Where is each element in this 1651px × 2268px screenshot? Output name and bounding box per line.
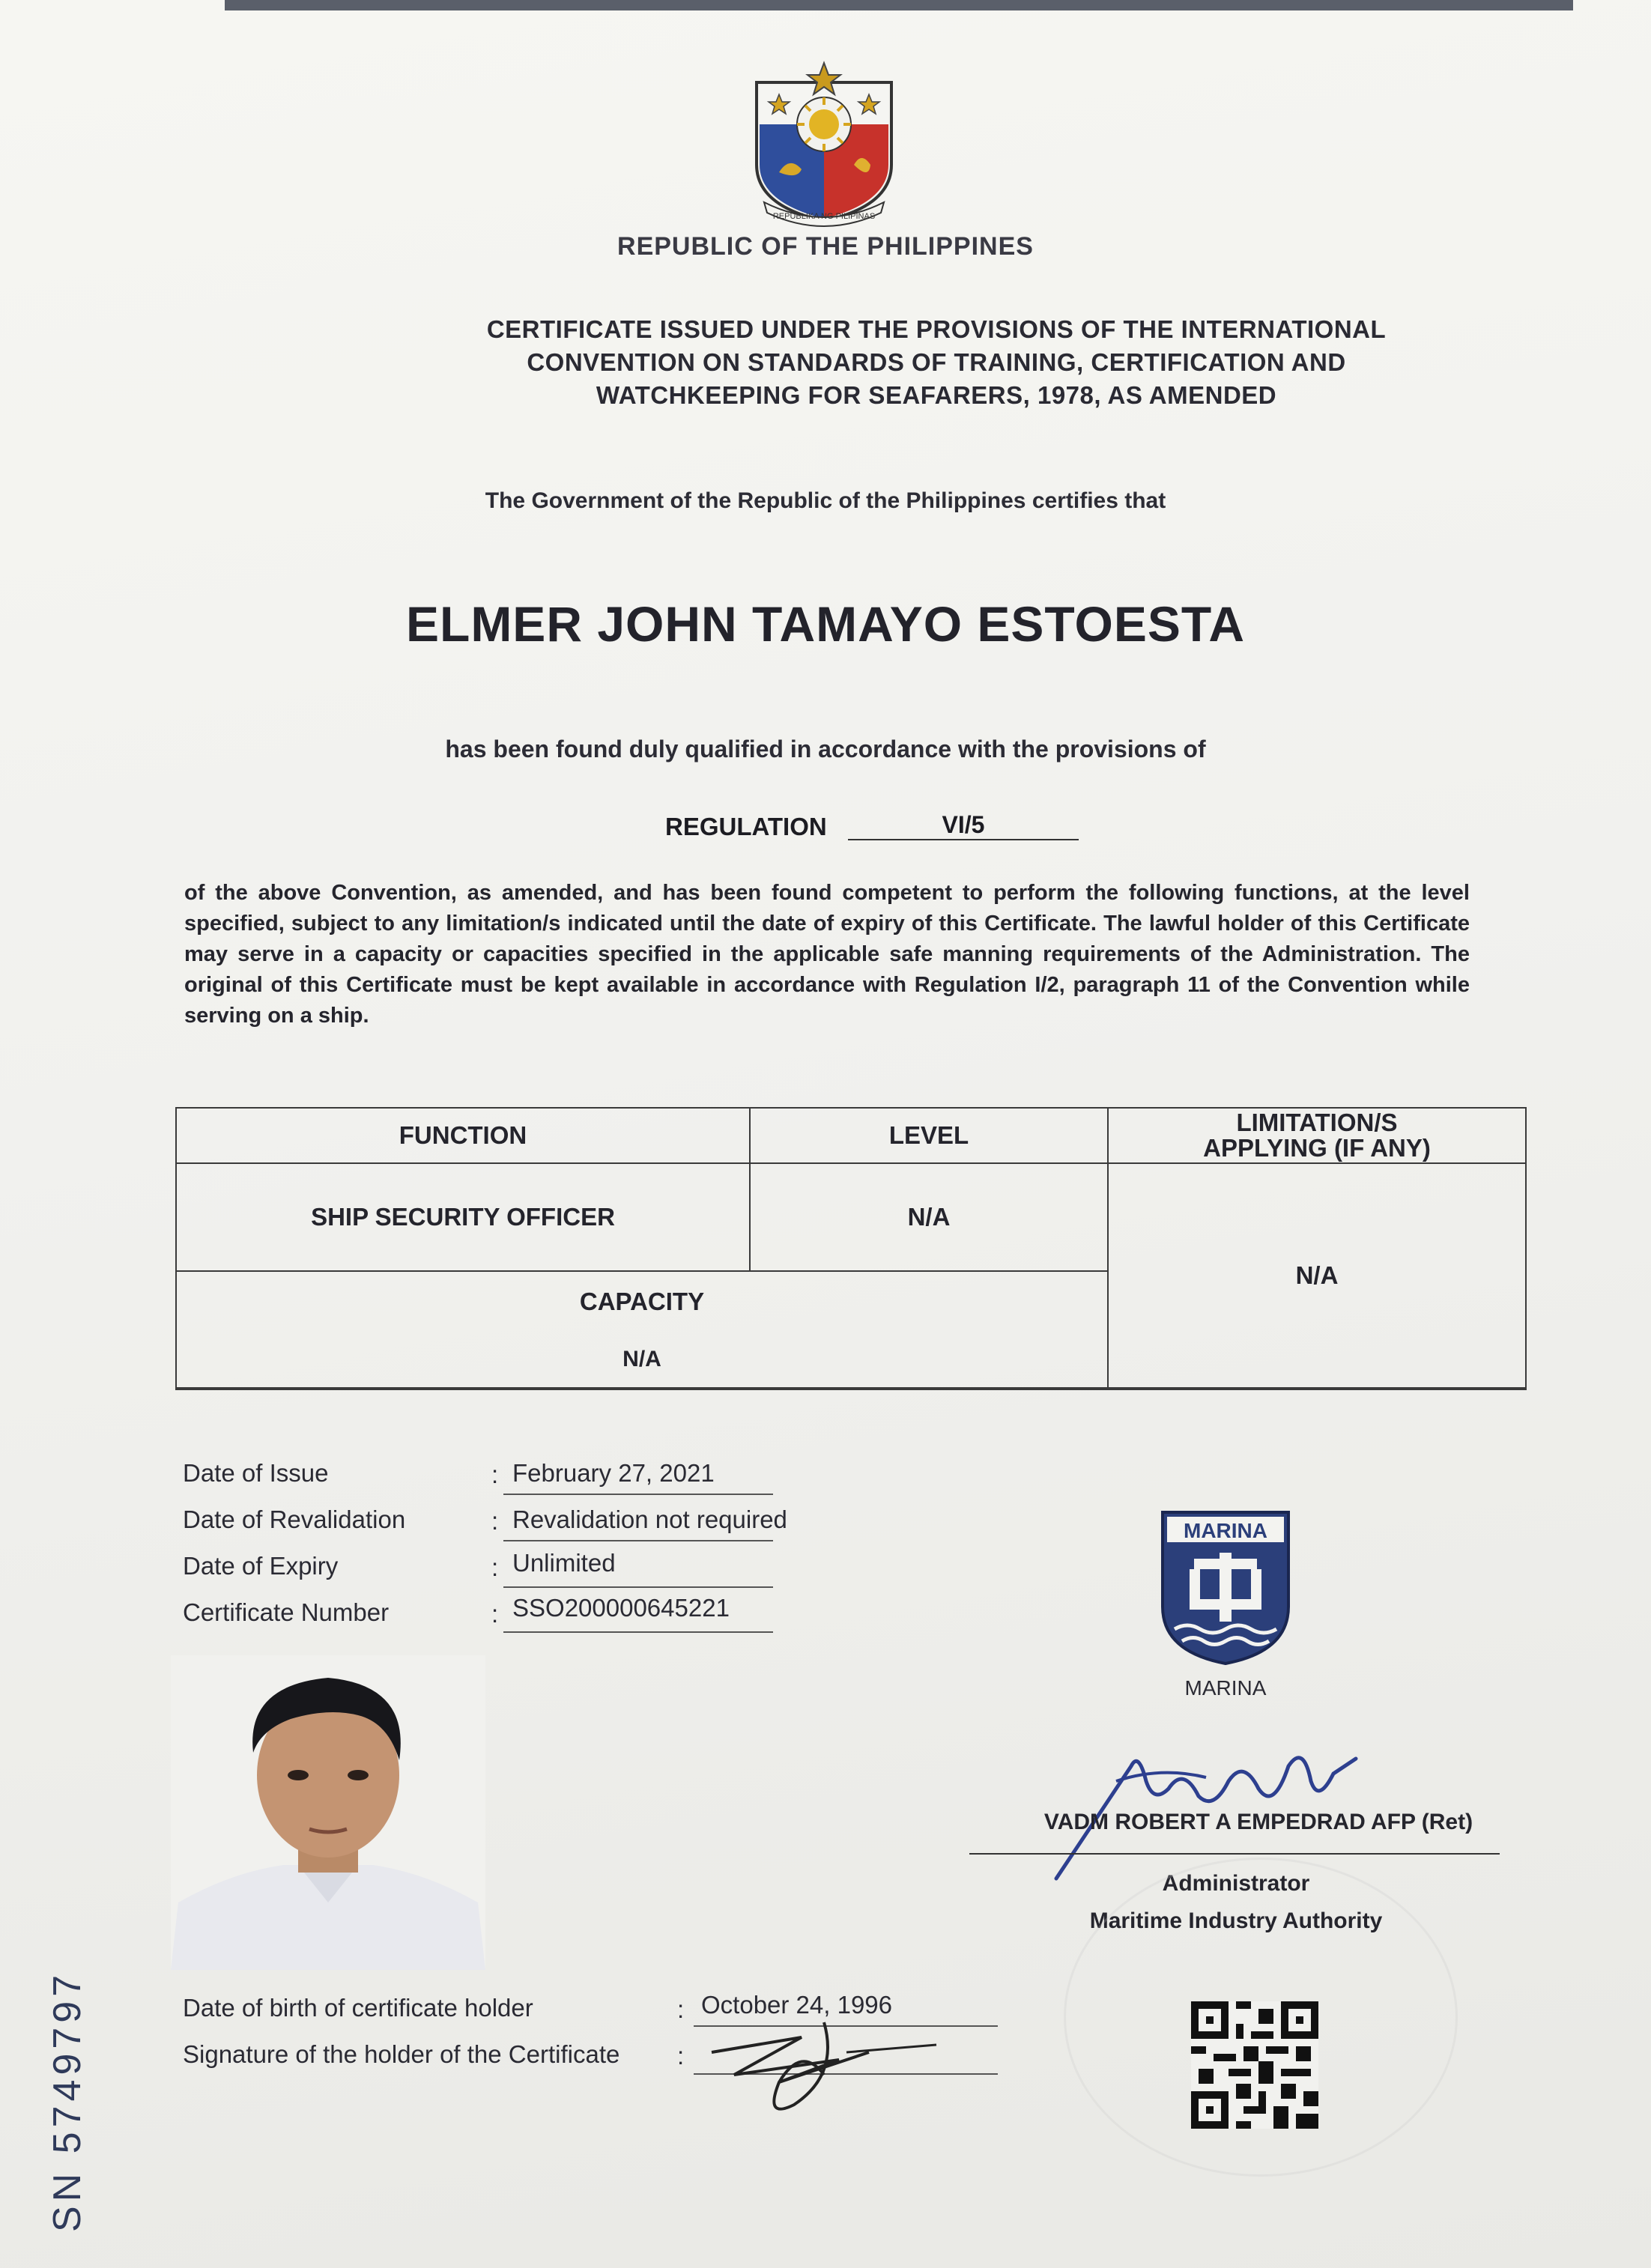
issue-date-underline — [503, 1494, 773, 1495]
function-value: SHIP SECURITY OFFICER — [175, 1162, 751, 1272]
capacity-header: CAPACITY — [579, 1287, 705, 1315]
expiry-colon: : — [491, 1553, 499, 1581]
certificate-title — [300, 313, 1573, 412]
expiry-date-value: Unlimited — [512, 1549, 616, 1577]
qr-code-icon — [1191, 2001, 1318, 2129]
signatory-title: Administrator — [1162, 1871, 1310, 1896]
function-header: FUNCTION — [175, 1107, 751, 1164]
certificate-number-colon: : — [491, 1600, 499, 1628]
government-certifies: The Government of the Republic of the Philippines certifies that — [485, 488, 1166, 513]
signatory-office: Maritime Industry Authority — [1089, 1908, 1383, 1933]
revalidation-date-label: Date of Revalidation — [183, 1506, 406, 1533]
dob-label: Date of birth of certificate holder — [183, 1994, 533, 2022]
holder-name: ELMER JOHN TAMAYO ESTOESTA — [405, 596, 1246, 652]
level-header: LEVEL — [749, 1107, 1109, 1164]
dob-value: October 24, 1996 — [701, 1991, 893, 2019]
republic-heading: REPUBLIC OF THE PHILIPPINES — [617, 232, 1034, 261]
certificate-title-line: CONVENTION ON STANDARDS OF TRAINING, CERTIFICATION AND — [527, 348, 1346, 376]
revalidation-date-underline — [503, 1540, 773, 1541]
signatory-line — [969, 1853, 1500, 1855]
competence-paragraph: of the above Convention, as amended, and has been found competent to perform the following functions, at the level specified, subject to any limitation/s indicated until the date of expiry of this Certificate. The lawful holder of this Certificate may serve in a capacity or capacities specified in the applicable safe manning requirements of the Administration. The original of this Certificate must be kept available in accordance with Regulation I/2, paragraph 11 of the Convention while serving on a ship. — [184, 881, 1470, 1028]
certificate-title-line: WATCHKEEPING FOR SEAFARERS, 1978, AS AMENDED — [596, 381, 1277, 409]
issue-date-value: February 27, 2021 — [512, 1459, 715, 1487]
issue-date-label: Date of Issue — [183, 1459, 329, 1487]
certificate-number-value: SSO200000645221 — [512, 1594, 730, 1622]
certificate-title-line: CERTIFICATE ISSUED UNDER THE PROVISIONS OF THE INTERNATIONAL — [486, 315, 1387, 343]
limitations-header-line: APPLYING (IF ANY) — [1203, 1134, 1431, 1162]
holder-photo — [171, 1655, 485, 1970]
marina-caption: MARINA — [1184, 1676, 1267, 1700]
dob-colon: : — [677, 1995, 685, 2023]
signatory-name: VADM ROBERT A EMPEDRAD AFP (Ret) — [1043, 1810, 1473, 1834]
marina-logo-icon — [1160, 1509, 1291, 1667]
qualified-statement: has been found duly qualified in accordance with the provisions of — [445, 736, 1206, 762]
functions-table — [175, 1107, 1527, 1390]
level-value: N/A — [749, 1162, 1109, 1272]
limitations-value: N/A — [1107, 1162, 1527, 1389]
certificate-number-underline — [503, 1631, 773, 1633]
svg-text:REPUBLIKA NG PILIPINAS: REPUBLIKA NG PILIPINAS — [772, 212, 876, 221]
expiry-date-underline — [503, 1586, 773, 1588]
capacity-value: N/A — [622, 1346, 661, 1371]
limitations-header — [1107, 1107, 1527, 1164]
serial-number: SN 5749797 — [46, 1970, 89, 2232]
holder-signature-colon: : — [677, 2042, 685, 2070]
capacity-cell — [175, 1270, 1109, 1389]
holder-signature-icon — [689, 1992, 974, 2127]
philippine-coat-of-arms-icon — [742, 52, 906, 232]
top-edge-shadow — [225, 0, 1573, 10]
revalidation-date-value: Revalidation not required — [512, 1506, 787, 1533]
expiry-date-label: Date of Expiry — [183, 1552, 339, 1580]
regulation-label: REGULATION — [665, 813, 827, 840]
limitations-header-line: LIMITATION/S — [1236, 1109, 1398, 1136]
regulation-underline — [848, 839, 1079, 840]
certificate-number-label: Certificate Number — [183, 1598, 390, 1626]
marina-logo-text: MARINA — [1184, 1519, 1267, 1542]
regulation-value: VI/5 — [942, 811, 985, 838]
revalidation-colon: : — [491, 1507, 499, 1535]
holder-signature-label: Signature of the holder of the Certificate — [183, 2040, 620, 2068]
issue-colon: : — [491, 1461, 499, 1488]
